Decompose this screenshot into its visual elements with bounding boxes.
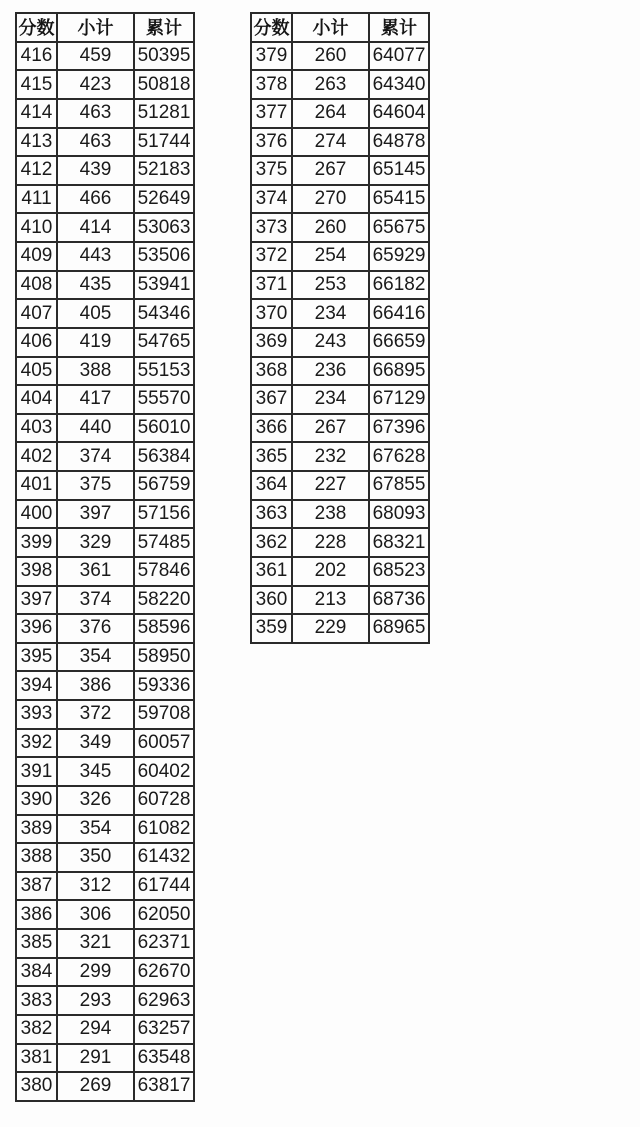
table-row [251,614,429,643]
score-cell: 381 [16,1044,57,1073]
table-row [251,271,429,300]
subtotal-cell: 350 [57,843,134,872]
score-cell: 382 [16,1015,57,1044]
cumulative-cell: 66659 [369,328,429,357]
subtotal-cell: 419 [57,328,134,357]
score-cell: 405 [16,357,57,386]
subtotal-cell: 254 [292,242,369,271]
table-row [16,929,194,958]
score-cell: 401 [16,471,57,500]
cumulative-cell: 68321 [369,528,429,557]
table-row [16,213,194,242]
cumulative-cell: 58950 [134,643,194,672]
cumulative-cell: 52649 [134,185,194,214]
cumulative-cell: 59336 [134,671,194,700]
subtotal-cell: 354 [57,815,134,844]
subtotal-cell: 463 [57,99,134,128]
subtotal-cell: 306 [57,900,134,929]
cumulative-cell: 67855 [369,471,429,500]
score-cell: 392 [16,729,57,758]
cumulative-cell: 62371 [134,929,194,958]
score-cell: 371 [251,271,292,300]
score-cell: 378 [251,70,292,99]
table-row [16,414,194,443]
cumulative-cell: 53063 [134,213,194,242]
table-row [16,242,194,271]
subtotal-cell: 267 [292,414,369,443]
subtotal-cell: 232 [292,442,369,471]
score-cell: 383 [16,986,57,1015]
column-header-score: 分数 [16,13,57,42]
table-row [16,586,194,615]
score-cell: 411 [16,185,57,214]
cumulative-cell: 53506 [134,242,194,271]
cumulative-cell: 68093 [369,500,429,529]
subtotal-cell: 361 [57,557,134,586]
subtotal-cell: 269 [57,1072,134,1101]
cumulative-cell: 63257 [134,1015,194,1044]
score-cell: 359 [251,614,292,643]
subtotal-cell: 423 [57,70,134,99]
table-row [251,213,429,242]
table-row [16,185,194,214]
score-cell: 373 [251,213,292,242]
score-cell: 398 [16,557,57,586]
score-cell: 385 [16,929,57,958]
table-row [16,700,194,729]
cumulative-cell: 66895 [369,357,429,386]
cumulative-cell: 64077 [369,42,429,71]
score-cell: 390 [16,786,57,815]
cumulative-cell: 65415 [369,185,429,214]
subtotal-cell: 374 [57,586,134,615]
table-row [251,586,429,615]
subtotal-cell: 253 [292,271,369,300]
cumulative-cell: 67628 [369,442,429,471]
column-header-cumulative: 累计 [134,13,194,42]
table-body-left [16,42,194,1101]
cumulative-cell: 63548 [134,1044,194,1073]
subtotal-cell: 397 [57,500,134,529]
table-row [251,414,429,443]
subtotal-cell: 234 [292,299,369,328]
subtotal-cell: 435 [57,271,134,300]
cumulative-cell: 52183 [134,156,194,185]
subtotal-cell: 414 [57,213,134,242]
table-row [251,471,429,500]
score-cell: 402 [16,442,57,471]
subtotal-cell: 274 [292,128,369,157]
subtotal-cell: 417 [57,385,134,414]
table-row [16,1044,194,1073]
score-cell: 400 [16,500,57,529]
score-cell: 399 [16,528,57,557]
table-row [16,614,194,643]
cumulative-cell: 66416 [369,299,429,328]
subtotal-cell: 374 [57,442,134,471]
table-row [16,528,194,557]
subtotal-cell: 260 [292,213,369,242]
subtotal-cell: 443 [57,242,134,271]
table-row [16,42,194,71]
score-cell: 393 [16,700,57,729]
cumulative-cell: 55570 [134,385,194,414]
table-row [16,815,194,844]
table-row [16,786,194,815]
score-cell: 372 [251,242,292,271]
table-row [16,643,194,672]
subtotal-cell: 388 [57,357,134,386]
table-row [16,357,194,386]
subtotal-cell: 291 [57,1044,134,1073]
subtotal-cell: 264 [292,99,369,128]
cumulative-cell: 57846 [134,557,194,586]
cumulative-cell: 64340 [369,70,429,99]
score-cell: 376 [251,128,292,157]
subtotal-cell: 326 [57,786,134,815]
score-cell: 408 [16,271,57,300]
table-row [251,185,429,214]
table-row [251,99,429,128]
table-row [16,900,194,929]
score-cell: 416 [16,42,57,71]
subtotal-cell: 439 [57,156,134,185]
subtotal-cell: 238 [292,500,369,529]
subtotal-cell: 312 [57,872,134,901]
score-cell: 368 [251,357,292,386]
subtotal-cell: 228 [292,528,369,557]
table-row [16,471,194,500]
cumulative-cell: 63817 [134,1072,194,1101]
score-cell: 363 [251,500,292,529]
table-row [16,271,194,300]
score-cell: 413 [16,128,57,157]
score-cell: 361 [251,557,292,586]
subtotal-cell: 227 [292,471,369,500]
table-row [251,242,429,271]
subtotal-cell: 321 [57,929,134,958]
cumulative-cell: 60402 [134,757,194,786]
subtotal-cell: 345 [57,757,134,786]
cumulative-cell: 58220 [134,586,194,615]
cumulative-cell: 65675 [369,213,429,242]
score-cell: 379 [251,42,292,71]
cumulative-cell: 57156 [134,500,194,529]
cumulative-cell: 56384 [134,442,194,471]
score-cell: 366 [251,414,292,443]
cumulative-cell: 68523 [369,557,429,586]
subtotal-cell: 243 [292,328,369,357]
table-row [16,442,194,471]
score-cell: 406 [16,328,57,357]
table-row [16,986,194,1015]
cumulative-cell: 51744 [134,128,194,157]
cumulative-cell: 50818 [134,70,194,99]
cumulative-cell: 66182 [369,271,429,300]
table-row [251,357,429,386]
subtotal-cell: 299 [57,958,134,987]
subtotal-cell: 329 [57,528,134,557]
score-cell: 407 [16,299,57,328]
subtotal-cell: 294 [57,1015,134,1044]
score-cell: 364 [251,471,292,500]
table-row [16,70,194,99]
table-row [251,500,429,529]
table-row [16,1015,194,1044]
subtotal-cell: 354 [57,643,134,672]
score-cell: 395 [16,643,57,672]
subtotal-cell: 440 [57,414,134,443]
score-cell: 394 [16,671,57,700]
score-cell: 404 [16,385,57,414]
cumulative-cell: 51281 [134,99,194,128]
table-row [16,958,194,987]
subtotal-cell: 375 [57,471,134,500]
table-row [16,872,194,901]
cumulative-cell: 61082 [134,815,194,844]
score-cell: 391 [16,757,57,786]
score-cell: 384 [16,958,57,987]
table-row [16,757,194,786]
table-row [251,385,429,414]
cumulative-cell: 55153 [134,357,194,386]
column-header-subtotal: 小计 [57,13,134,42]
cumulative-cell: 56010 [134,414,194,443]
score-cell: 396 [16,614,57,643]
table-row [16,156,194,185]
subtotal-cell: 270 [292,185,369,214]
score-cell: 370 [251,299,292,328]
score-cell: 365 [251,442,292,471]
table-row [16,843,194,872]
score-cell: 410 [16,213,57,242]
subtotal-cell: 463 [57,128,134,157]
score-cell: 397 [16,586,57,615]
subtotal-cell: 236 [292,357,369,386]
score-cell: 362 [251,528,292,557]
cumulative-cell: 54346 [134,299,194,328]
score-cell: 414 [16,99,57,128]
score-cell: 403 [16,414,57,443]
cumulative-cell: 65145 [369,156,429,185]
score-cell: 369 [251,328,292,357]
cumulative-cell: 60057 [134,729,194,758]
subtotal-cell: 386 [57,671,134,700]
subtotal-cell: 376 [57,614,134,643]
score-cell: 412 [16,156,57,185]
cumulative-cell: 62050 [134,900,194,929]
column-header-subtotal: 小计 [292,13,369,42]
table-row [16,299,194,328]
table-row [251,328,429,357]
score-cell: 387 [16,872,57,901]
table-body-right [251,42,429,643]
table-row [251,128,429,157]
score-cell: 388 [16,843,57,872]
cumulative-cell: 60728 [134,786,194,815]
table-row [16,729,194,758]
subtotal-cell: 466 [57,185,134,214]
score-distribution-table-right [250,12,430,644]
subtotal-cell: 260 [292,42,369,71]
score-cell: 374 [251,185,292,214]
cumulative-cell: 58596 [134,614,194,643]
table-row [16,1072,194,1101]
cumulative-cell: 64878 [369,128,429,157]
score-cell: 389 [16,815,57,844]
score-cell: 380 [16,1072,57,1101]
cumulative-cell: 61432 [134,843,194,872]
cumulative-cell: 67396 [369,414,429,443]
cumulative-cell: 68965 [369,614,429,643]
cumulative-cell: 57485 [134,528,194,557]
score-cell: 409 [16,242,57,271]
cumulative-cell: 54765 [134,328,194,357]
header-row [16,13,194,42]
subtotal-cell: 263 [292,70,369,99]
subtotal-cell: 293 [57,986,134,1015]
subtotal-cell: 405 [57,299,134,328]
subtotal-cell: 229 [292,614,369,643]
cumulative-cell: 59708 [134,700,194,729]
column-header-cumulative: 累计 [369,13,429,42]
score-cell: 375 [251,156,292,185]
subtotal-cell: 267 [292,156,369,185]
table-row [251,557,429,586]
table-row [251,299,429,328]
score-cell: 415 [16,70,57,99]
table-row [16,671,194,700]
header-row [251,13,429,42]
table-row [251,442,429,471]
table-row [16,557,194,586]
cumulative-cell: 67129 [369,385,429,414]
cumulative-cell: 61744 [134,872,194,901]
table-row [16,500,194,529]
cumulative-cell: 62670 [134,958,194,987]
cumulative-cell: 65929 [369,242,429,271]
cumulative-cell: 53941 [134,271,194,300]
table-row [251,70,429,99]
score-cell: 377 [251,99,292,128]
cumulative-cell: 62963 [134,986,194,1015]
subtotal-cell: 202 [292,557,369,586]
table-row [251,528,429,557]
cumulative-cell: 64604 [369,99,429,128]
score-cell: 367 [251,385,292,414]
subtotal-cell: 213 [292,586,369,615]
column-header-score: 分数 [251,13,292,42]
subtotal-cell: 459 [57,42,134,71]
score-cell: 360 [251,586,292,615]
table-row [16,385,194,414]
table-row [251,42,429,71]
subtotal-cell: 349 [57,729,134,758]
table-row [251,156,429,185]
cumulative-cell: 56759 [134,471,194,500]
score-distribution-table-left [15,12,195,1102]
score-cell: 386 [16,900,57,929]
table-row [16,99,194,128]
subtotal-cell: 372 [57,700,134,729]
cumulative-cell: 50395 [134,42,194,71]
table-row [16,328,194,357]
cumulative-cell: 68736 [369,586,429,615]
table-row [16,128,194,157]
subtotal-cell: 234 [292,385,369,414]
